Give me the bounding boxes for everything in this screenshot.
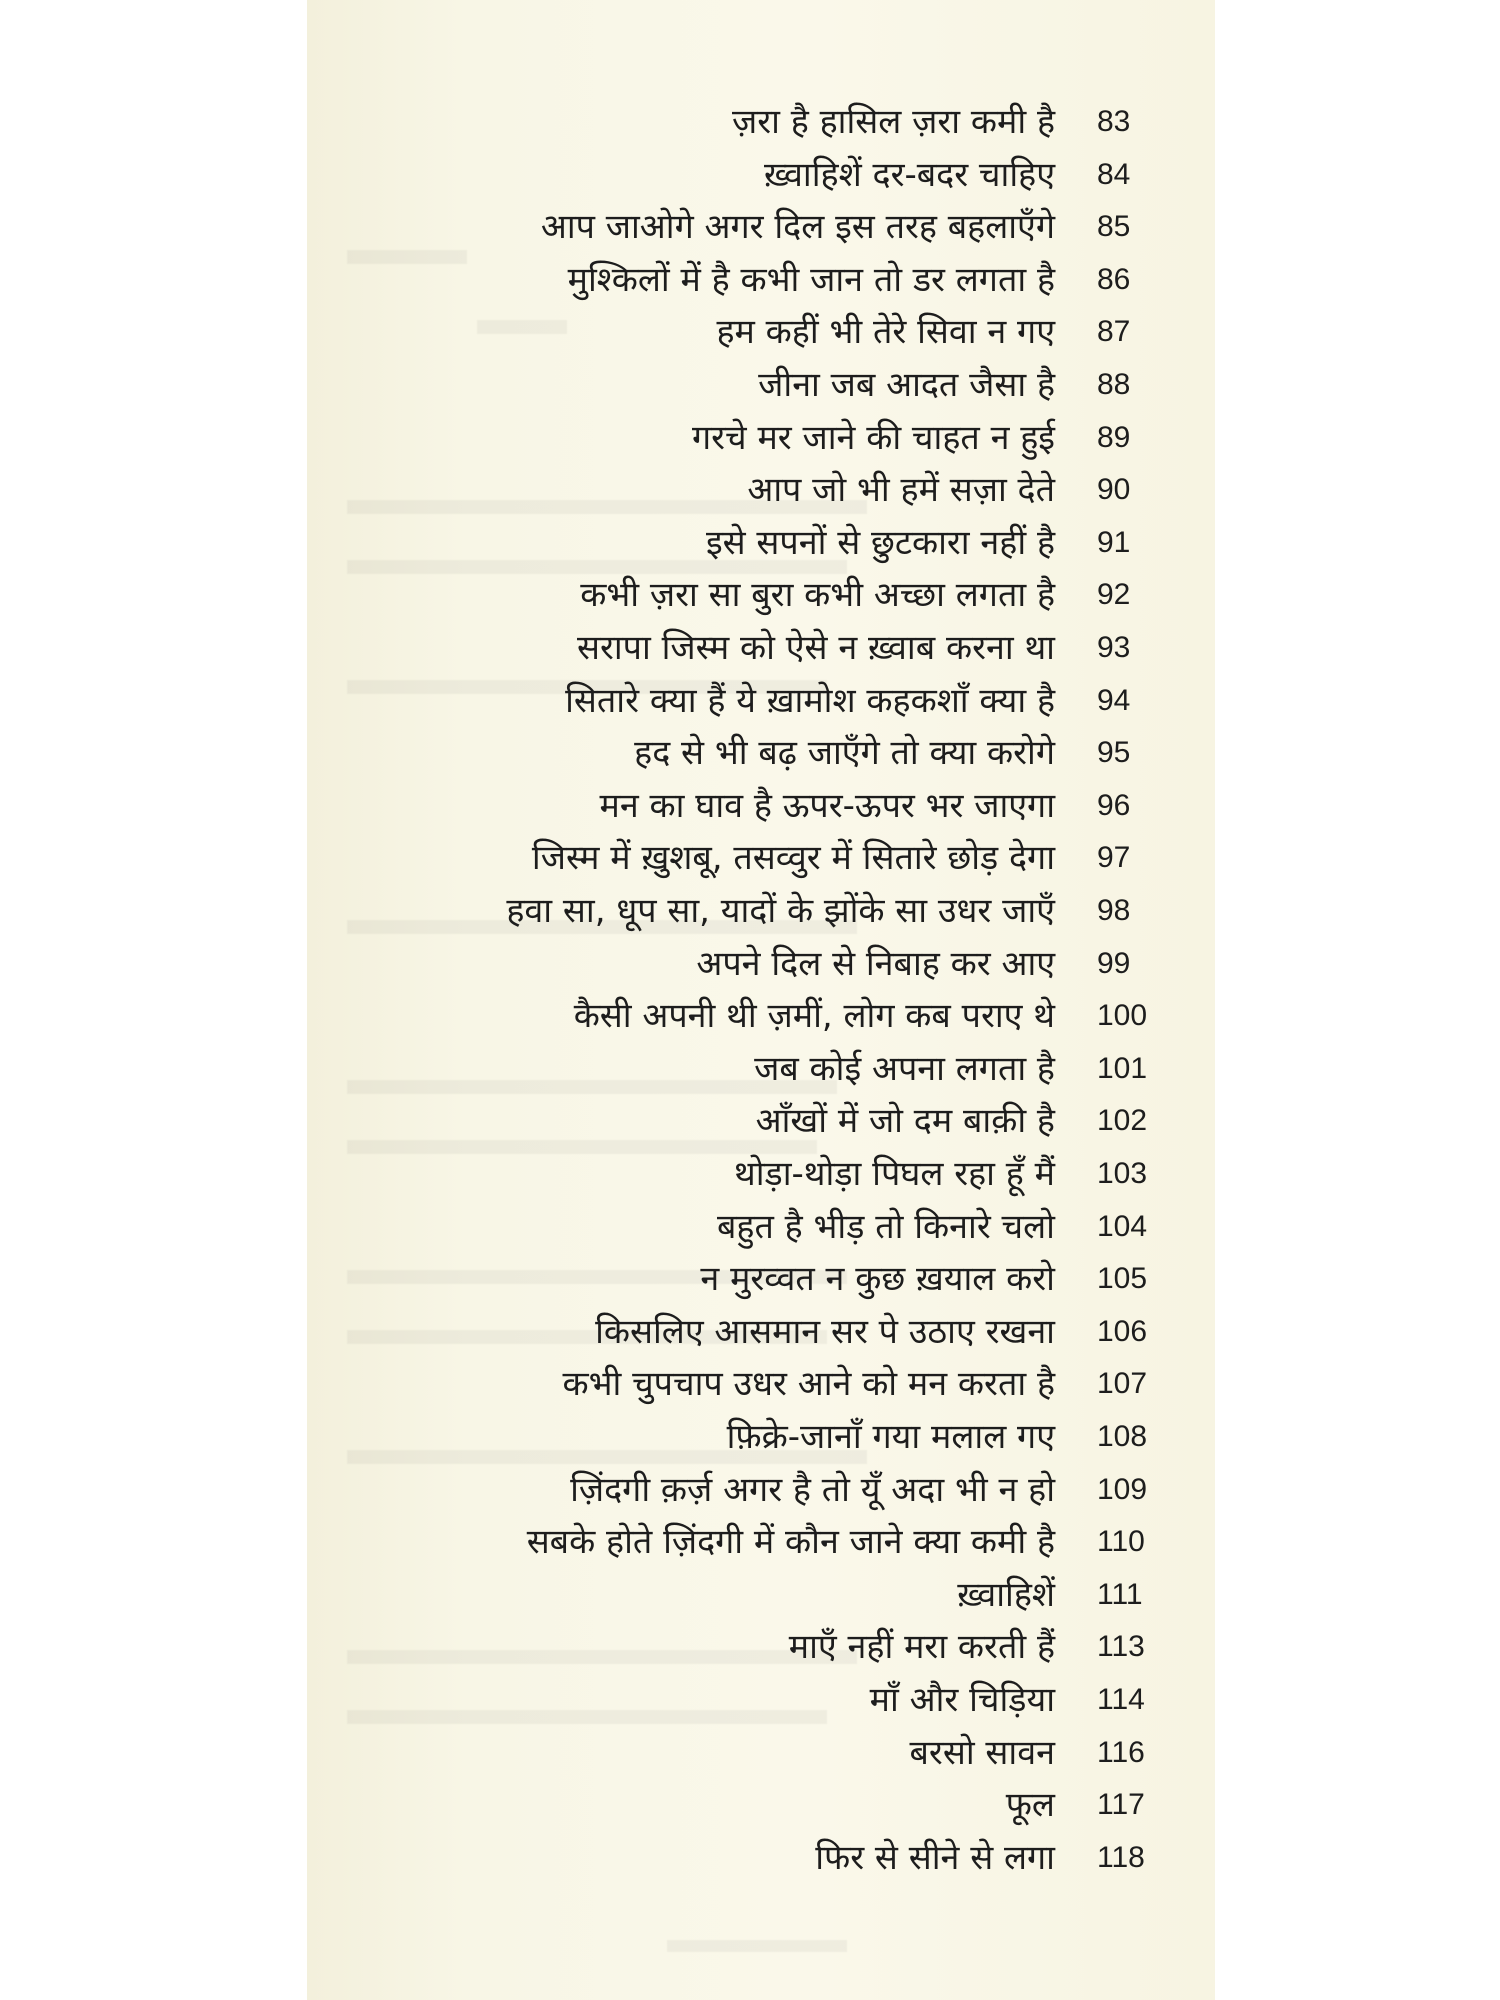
toc-entry	[307, 1464, 1215, 1516]
toc-page-number: 102	[1097, 1104, 1148, 1138]
toc-entry	[307, 306, 1215, 358]
toc-entry-title: बरसो सावन	[909, 1732, 1055, 1773]
toc-entry-title: माँ और चिड़िया	[869, 1680, 1055, 1720]
toc-entry-title: फ़िक्रे-जानाँ गया मलाल गए	[726, 1417, 1055, 1457]
toc-entry-title: फिर से सीने से लगा	[815, 1837, 1055, 1878]
toc-entry-title: जब कोई अपना लगता है	[754, 1048, 1055, 1089]
toc-page-number: 109	[1097, 1472, 1148, 1506]
toc-entry-title: बहुत है भीड़ तो किनारे चलो	[717, 1206, 1055, 1247]
toc-entry-title: मन का घाव है ऊपर-ऊपर भर जाएगा	[599, 785, 1055, 826]
toc-entry	[307, 1569, 1215, 1621]
toc-page-number: 113	[1097, 1630, 1145, 1664]
toc-entry	[307, 1727, 1215, 1779]
toc-entry	[307, 622, 1215, 674]
toc-page-number: 118	[1097, 1840, 1145, 1874]
toc-page-number: 86	[1097, 262, 1131, 296]
toc-entry-title: अपने दिल से निबाह कर आए	[696, 943, 1055, 984]
toc-page-number: 84	[1097, 157, 1131, 191]
toc-entry	[307, 1516, 1215, 1568]
toc-entry-title: सितारे क्या हैं ये ख़ामोश कहकशाँ क्या है	[565, 680, 1055, 721]
toc-entry	[307, 1201, 1215, 1253]
toc-page-number: 88	[1097, 368, 1131, 401]
toc-entry-title: कभी ज़रा सा बुरा कभी अच्छा लगता है	[580, 575, 1055, 616]
toc-page-number: 98	[1097, 894, 1131, 927]
toc-entry	[307, 1043, 1215, 1095]
toc-entry	[307, 1832, 1215, 1884]
toc-page-number: 103	[1097, 1157, 1148, 1190]
toc-page-number: 104	[1097, 1209, 1148, 1243]
toc-entry	[307, 675, 1215, 727]
toc-entry-title: मुश्किलों में है कभी जान तो डर लगता है	[567, 259, 1055, 300]
toc-entry	[307, 1358, 1215, 1410]
toc-entry-title: कैसी अपनी थी ज़मीं, लोग कब पराए थे	[573, 996, 1055, 1037]
toc-page-number: 92	[1097, 578, 1131, 612]
toc-page-number: 106	[1097, 1314, 1148, 1348]
toc-entry-title: गरचे मर जाने की चाहत न हुई	[692, 417, 1055, 458]
toc-entry	[307, 727, 1215, 779]
toc-entry-title: आप जो भी हमें सज़ा देते	[747, 470, 1055, 511]
toc-entry-title: न मुरव्वत न कुछ ख़याल करो	[700, 1259, 1055, 1300]
toc-page-number: 83	[1097, 105, 1131, 138]
toc-entry	[307, 412, 1215, 464]
toc-entry-title: जीना जब आदत जैसा है	[758, 365, 1055, 405]
toc-entry	[307, 1306, 1215, 1358]
toc-entry-title: हवा सा, धूप सा, यादों के झोंके सा उधर जाएँ	[506, 891, 1055, 931]
toc-page-number: 89	[1097, 420, 1131, 454]
toc-entry	[307, 149, 1215, 201]
toc-page-number: 100	[1097, 999, 1148, 1033]
toc-page-number: 95	[1097, 736, 1131, 770]
toc-entry	[307, 96, 1215, 148]
toc-page-number: 108	[1097, 1420, 1148, 1453]
toc-page-number: 107	[1097, 1367, 1148, 1401]
table-of-contents	[307, 0, 1215, 2000]
toc-entry-title: ज़िंदगी क़र्ज़ अगर है तो यूँ अदा भी न हो	[570, 1469, 1055, 1510]
toc-entry	[307, 464, 1215, 516]
toc-entry-title: सरापा जिस्म को ऐसे न ख़्वाब करना था	[576, 628, 1055, 668]
toc-entry-title: माएँ नहीं मरा करती हैं	[788, 1627, 1055, 1668]
toc-page-number: 96	[1097, 788, 1131, 822]
toc-entry	[307, 1621, 1215, 1673]
toc-page-number: 85	[1097, 210, 1131, 244]
toc-entry	[307, 938, 1215, 990]
toc-entry-title: थोड़ा-थोड़ा पिघल रहा हूँ मैं	[734, 1154, 1055, 1194]
toc-entry-title: ज़रा है हासिल ज़रा कमी है	[732, 102, 1055, 142]
toc-entry	[307, 1253, 1215, 1305]
toc-entry	[307, 990, 1215, 1042]
toc-page-number: 90	[1097, 473, 1131, 507]
toc-entry	[307, 1779, 1215, 1831]
toc-entry	[307, 517, 1215, 569]
toc-page-number: 117	[1097, 1788, 1145, 1822]
toc-page-number: 93	[1097, 631, 1131, 664]
toc-page-number: 110	[1097, 1525, 1145, 1559]
toc-entry-title: सबके होते ज़िंदगी में कौन जाने क्या कमी है	[526, 1522, 1055, 1563]
toc-entry-title: हम कहीं भी तेरे सिवा न गए	[716, 312, 1055, 353]
toc-entry	[307, 1148, 1215, 1200]
toc-entry-title: हद से भी बढ़ जाएँगे तो क्या करोगे	[634, 733, 1055, 774]
toc-entry	[307, 1674, 1215, 1726]
toc-page-number: 105	[1097, 1262, 1148, 1296]
toc-page-number: 94	[1097, 683, 1131, 717]
toc-page-number: 87	[1097, 315, 1131, 349]
toc-entry	[307, 832, 1215, 884]
toc-entry-title: जिस्म में ख़ुशबू, तसव्वुर में सितारे छोड़ देगा	[531, 838, 1055, 879]
toc-entry-title: ख़्वाहिशें	[957, 1574, 1055, 1615]
toc-page-number: 99	[1097, 946, 1131, 980]
toc-entry	[307, 1095, 1215, 1147]
toc-page-number: 97	[1097, 841, 1131, 875]
toc-entry	[307, 254, 1215, 306]
toc-page-number: 101	[1097, 1051, 1148, 1085]
toc-entry	[307, 201, 1215, 253]
toc-entry-title: किसलिए आसमान सर पे उठाए रखना	[595, 1311, 1055, 1352]
toc-entry-title: आँखों में जो दम बाक़ी है	[755, 1101, 1055, 1142]
toc-entry	[307, 780, 1215, 832]
toc-entry-title: इसे सपनों से छुटकारा नहीं है	[705, 522, 1055, 563]
toc-page-number: 116	[1097, 1735, 1145, 1769]
toc-entry-title: ख़्वाहिशें दर-बदर चाहिए	[764, 154, 1055, 195]
toc-page-number: 91	[1097, 525, 1131, 559]
toc-page-number: 114	[1097, 1683, 1145, 1716]
toc-entry	[307, 885, 1215, 937]
toc-entry	[307, 359, 1215, 411]
toc-entry-title: आप जाओगे अगर दिल इस तरह बहलाएँगे	[540, 207, 1055, 248]
toc-page-number: 111	[1097, 1577, 1143, 1611]
toc-entry	[307, 1411, 1215, 1463]
book-page	[307, 0, 1215, 2000]
toc-entry-title: फूल	[1005, 1785, 1055, 1826]
toc-entry	[307, 569, 1215, 621]
toc-entry-title: कभी चुपचाप उधर आने को मन करता है	[562, 1364, 1055, 1405]
